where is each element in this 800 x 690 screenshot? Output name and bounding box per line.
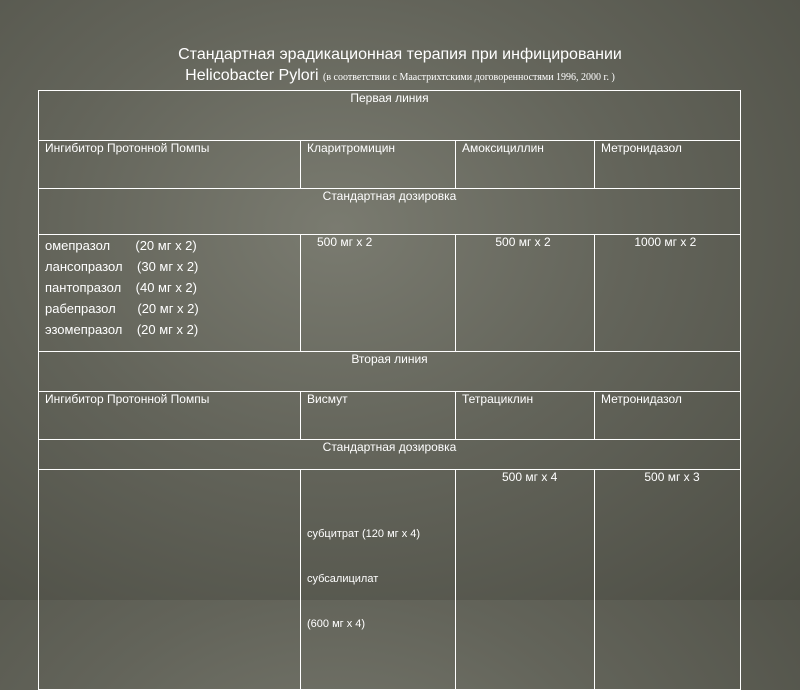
first-line-heading-row bbox=[39, 91, 741, 141]
first-line-doses-row bbox=[39, 235, 741, 352]
second-line-col-metronidazole: Метронидазол bbox=[595, 392, 741, 440]
first-line-col-clarithromycin: Кларитромицин bbox=[301, 141, 456, 189]
ppi-dose-pantoprazole: пантопразол (40 мг х 2) bbox=[45, 280, 197, 295]
title-line-2 bbox=[0, 65, 800, 88]
tetracycline-dose: 500 мг х 4 bbox=[456, 470, 595, 690]
clarithromycin-dose: 500 мг х 2 bbox=[301, 235, 456, 352]
second-line-col-ppi: Ингибитор Протонной Помпы bbox=[39, 392, 301, 440]
first-line-col-metronidazole: Метронидазол bbox=[595, 141, 741, 189]
title-note: (в соответствии с Маастрихтскими договоренностями 1996, 2000 г. ) bbox=[322, 72, 615, 83]
second-line-dosage-heading-row bbox=[39, 440, 741, 470]
second-line-heading-row bbox=[39, 352, 741, 392]
bismuth-subsalicylate-dose: (600 мг х 4) bbox=[307, 618, 366, 630]
title-line-1: Стандартная эрадикационная терапия при инфицировании bbox=[178, 46, 622, 63]
ppi-dose-rabeprazole: рабепразол (20 мг х 2) bbox=[45, 301, 199, 316]
first-line-dosage-heading: Стандартная дозировка bbox=[39, 189, 741, 235]
ppi-dose-esomeprazole: эзомепразол (20 мг х 2) bbox=[45, 322, 199, 337]
ppi-dose-lansoprazole: лансопразол (30 мг х 2) bbox=[45, 259, 199, 274]
first-line-heading: Первая линия bbox=[39, 91, 741, 141]
bismuth-dose-list bbox=[301, 470, 456, 690]
first-line-col-ppi: Ингибитор Протонной Помпы bbox=[39, 141, 301, 189]
metronidazole-dose-first: 1000 мг х 2 bbox=[595, 235, 741, 352]
title-bacterium: Helicobacter Pylori bbox=[185, 67, 319, 84]
second-line-ppi-dose bbox=[39, 470, 301, 690]
first-line-dosage-heading-row bbox=[39, 189, 741, 235]
first-line-col-amoxicillin: Амоксициллин bbox=[456, 141, 595, 189]
second-line-dosage-heading: Стандартная дозировка bbox=[39, 440, 741, 470]
metronidazole-dose-second: 500 мг х 3 bbox=[595, 470, 741, 690]
first-line-columns-row bbox=[39, 141, 741, 189]
bismuth-subcitrate: субцитрат (120 мг х 4) bbox=[307, 528, 421, 540]
bismuth-subsalicylate: субсалицилат bbox=[307, 573, 379, 585]
second-line-columns-row bbox=[39, 392, 741, 440]
second-line-heading: Вторая линия bbox=[39, 352, 741, 392]
ppi-dose-omeprazole: омепразол (20 мг х 2) bbox=[45, 238, 197, 253]
second-line-col-bismuth: Висмут bbox=[301, 392, 456, 440]
ppi-dose-list bbox=[39, 235, 301, 352]
second-line-col-tetracycline: Тетрациклин bbox=[456, 392, 595, 440]
second-line-doses-row bbox=[39, 470, 741, 690]
amoxicillin-dose: 500 мг х 2 bbox=[456, 235, 595, 352]
therapy-table bbox=[38, 90, 741, 690]
slide-title bbox=[0, 44, 800, 88]
